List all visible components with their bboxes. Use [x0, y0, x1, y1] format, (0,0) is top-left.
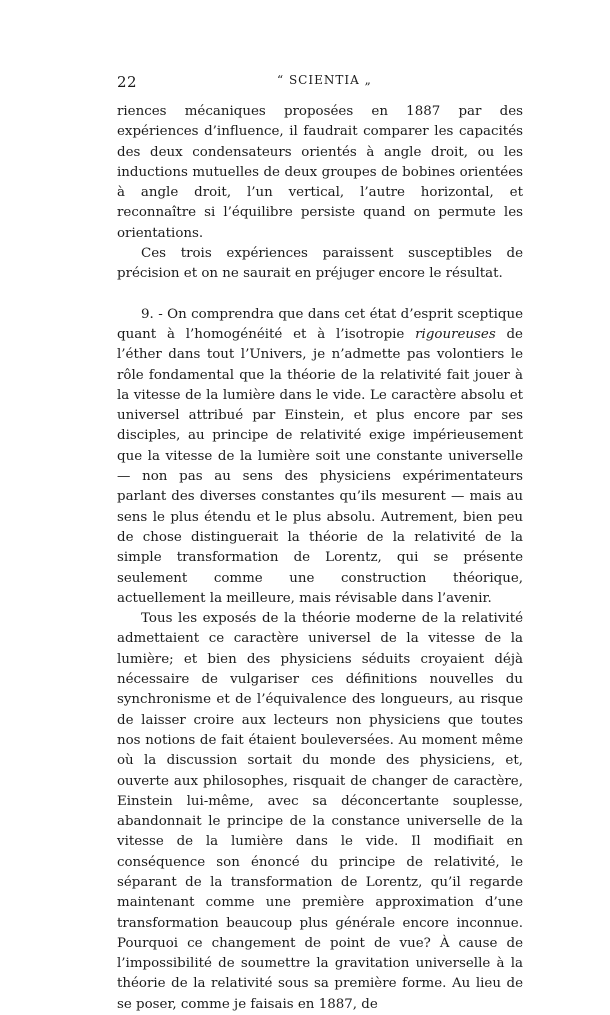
running-title: “ SCIENTIA „	[277, 73, 372, 87]
paragraph-relativity-expositions: Tous les exposés de la théorie moderne de la relativité admettaient ce caractère universel de la vitesse de la lumière; et bien des physiciens séduits croyaient déjà nécessaire de vulgariser ces définitions nouvelles du synchronisme et de l’équivalence des longueurs, au risque de laisser croire aux lecteurs non physiciens que toutes nos notions de fait étaient bouleversées. Au moment même où la discussion sortait du monde des physiciens, et, ouverte aux philosophes, risquait de changer de caractère, Einstein lui-même, avec sa déconcertante souplesse, abandonnait le principe de la constance universelle de la vitesse de la lumière dans le vide. Il modifiait en conséquence son énoncé du principe de relativité, le séparant de la transformation de Lorentz, qu’il regarde maintenant comme une première approximation d’une transformation beaucoup plus générale encore inconnue. Pourquoi ce changement de point de vue? À cause de l’impossibilité de soumettre la gravitation universelle à la théorie de la relativité sous sa première forme. Au lieu de se poser, comme je faisais en 1887, de	[117, 611, 523, 1012]
paragraph-experiments: Ces trois expériences paraissent susceptibles de précision et on ne saurait en préjuger encore le résultat.	[117, 246, 523, 282]
paragraph-continuation: riences mécaniques proposées en 1887 par des expériences d’influence, il faudrait comparer les capacités des deux condensateurs orientés à angle droit, ou les inductions mutuelles de deux groupes de bobines orientées à angle droit, l’un vertical, l’autre horizontal, et reconnaître si l’équilibre persiste quand on permute les orientations.	[117, 104, 523, 241]
page-header	[117, 73, 523, 93]
body-text	[117, 102, 523, 1015]
section-gap	[117, 285, 523, 305]
page-number: 22	[117, 73, 138, 91]
italic-rigoureuses: rigoureuses	[415, 326, 496, 342]
section-9-text-rest: de l’éther dans tout l’Univers, je n’admette pas volontiers le rôle fondamental que la théorie de la relativité fait jouer à la vitesse de la lumière dans le vide. Le caractère absolu et universel attribué par Einstein, et plus encore par ses disciples, au principe de relativité exige impérieusement que la vitesse de la lumière soit une constante universelle — non pas au sens des physiciens expérimentateurs parlant des diverses constantes qu’ils mesurent — mais au sens le plus étendu et le plus absolu. Autrement, bien peu de chose distinguerait la théorie de la relativité de la simple transformation de Lorentz, qui se présente seulement comme une construction théorique, actuellement la meilleure, mais révisable dans l’avenir.	[117, 326, 523, 606]
paragraph-section-9	[117, 305, 523, 609]
section-9-text-start: 9. - On comprendra que dans cet état d’esprit sceptique quant à l’homogénéité et à l’isotropie	[117, 306, 523, 342]
